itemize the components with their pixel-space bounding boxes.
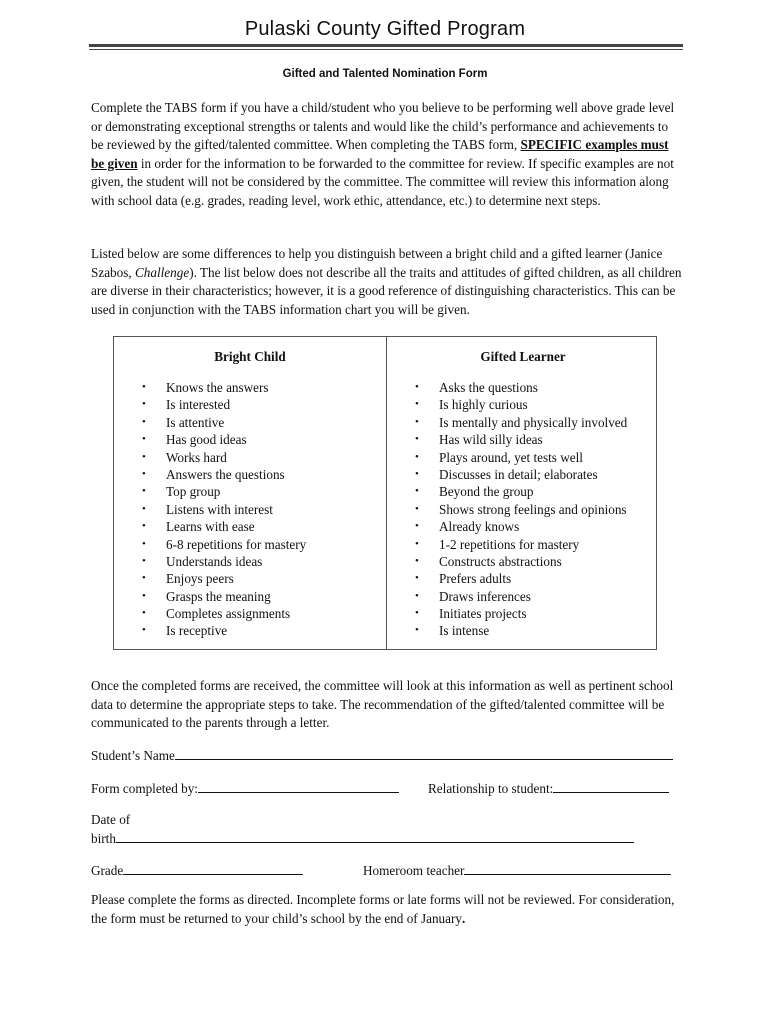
bright-child-item-text: Works hard	[166, 449, 227, 465]
gifted-learner-list-item	[387, 536, 627, 553]
bullet-icon: •	[142, 572, 146, 585]
comparison-table	[113, 336, 657, 650]
bullet-icon: •	[415, 433, 419, 446]
bullet-icon: •	[142, 450, 146, 463]
bullet-icon: •	[142, 433, 146, 446]
gifted-learner-item-text: Already knows	[439, 519, 520, 535]
completed-by-input[interactable]	[198, 779, 399, 793]
bright-child-list-item	[114, 588, 306, 605]
bright-child-list-item	[114, 431, 306, 448]
bright-child-list-item	[114, 553, 306, 570]
differences-text-1: Listed below are some differences to help you distinguish between a bright child and a gifted learner (Janice Szabos,	[91, 246, 663, 280]
gifted-learner-list-item	[387, 483, 627, 500]
bullet-icon: •	[142, 467, 146, 480]
footer-text: Please complete the forms as directed. Incomplete forms or late forms will not be reviewed. For consideration, the form must be returned to your child’s school by the end of January	[91, 892, 675, 926]
gifted-learner-item-text: Is intense	[439, 623, 490, 639]
dob-label-line2: birth	[91, 831, 116, 846]
bullet-icon: •	[415, 485, 419, 498]
bright-child-heading: Bright Child	[214, 349, 286, 364]
relationship-field	[428, 779, 669, 798]
bullet-icon: •	[142, 502, 146, 515]
bright-child-item-text: Answers the questions	[166, 466, 285, 482]
gifted-learner-item-text: Discusses in detail; elaborates	[439, 466, 598, 482]
gifted-learner-list-item	[387, 518, 627, 535]
gifted-learner-list-item	[387, 501, 627, 518]
intro-paragraph	[91, 99, 683, 211]
gifted-learner-list-item	[387, 605, 627, 622]
gifted-learner-list-item	[387, 396, 627, 413]
homeroom-field	[363, 861, 671, 880]
differences-source: Challenge	[134, 264, 190, 280]
bright-child-list-item	[114, 483, 306, 500]
homeroom-input[interactable]	[464, 861, 671, 875]
bright-child-item-text: Is interested	[166, 397, 231, 413]
bright-child-list-item	[114, 622, 306, 639]
bright-child-list-item	[114, 501, 306, 518]
title-rule-thick	[89, 44, 683, 47]
grade-input[interactable]	[123, 861, 303, 875]
gifted-learner-item-text: Constructs abstractions	[439, 553, 562, 569]
closing-paragraph: Once the completed forms are received, the committee will look at this information as well as pertinent school data to determine the appropriate steps to take. The recommendation of the gifted/talented committee will be communicated to the parents through a letter.	[91, 678, 674, 731]
gifted-learner-list-item	[387, 414, 627, 431]
gifted-learner-item-text: Beyond the group	[439, 484, 534, 500]
bullet-icon: •	[142, 398, 146, 411]
bright-child-list-item	[114, 449, 306, 466]
bright-child-list	[114, 379, 306, 640]
gifted-learner-list-item	[387, 431, 627, 448]
bright-child-item-text: Is attentive	[166, 414, 225, 430]
bright-child-item-text: Grasps the meaning	[166, 588, 271, 604]
student-name-field	[91, 746, 673, 765]
bright-child-item-text: Has good ideas	[166, 432, 247, 448]
gifted-learner-item-text: Is mentally and physically involved	[439, 414, 628, 430]
relationship-label: Relationship to student:	[428, 781, 554, 796]
bright-child-item-text: Learns with ease	[166, 519, 255, 535]
bullet-icon: •	[415, 502, 419, 515]
student-name-label: Student’s Name	[91, 748, 175, 763]
bullet-icon: •	[415, 572, 419, 585]
bullet-icon: •	[142, 485, 146, 498]
gifted-learner-list-item	[387, 570, 627, 587]
bullet-icon: •	[415, 554, 419, 567]
footer-end-mark: .	[462, 910, 466, 926]
grade-field	[91, 861, 303, 880]
bullet-icon: •	[415, 607, 419, 620]
bullet-icon: •	[142, 415, 146, 428]
homeroom-label: Homeroom teacher	[363, 863, 465, 878]
bright-child-item-text: Top group	[166, 484, 221, 500]
bright-child-list-item	[114, 518, 306, 535]
footer-paragraph	[91, 891, 683, 928]
gifted-learner-list-item	[387, 553, 627, 570]
dob-label-line1: Date of	[91, 812, 131, 827]
gifted-learner-item-text: Plays around, yet tests well	[439, 449, 583, 465]
dob-field	[91, 829, 634, 848]
page-title: Pulaski County Gifted Program	[244, 18, 526, 40]
gifted-learner-item-text: Asks the questions	[439, 380, 538, 395]
bullet-icon: •	[415, 589, 419, 602]
gifted-learner-list	[387, 379, 627, 640]
bullet-icon: •	[415, 520, 419, 533]
bright-child-item-text: Enjoys peers	[166, 571, 234, 587]
gifted-learner-list-item	[387, 449, 627, 466]
bright-child-item-text: 6-8 repetitions for mastery	[166, 536, 307, 552]
gifted-learner-list-item	[387, 466, 627, 483]
bullet-icon: •	[142, 554, 146, 567]
gifted-learner-item-text: Initiates projects	[439, 606, 527, 622]
bright-child-list-item	[114, 414, 306, 431]
bright-child-item-text: Is receptive	[166, 623, 228, 639]
bright-child-item-text: Listens with interest	[166, 501, 273, 517]
bullet-icon: •	[415, 450, 419, 463]
bright-child-list-item	[114, 466, 306, 483]
differences-text-2: ). The list below does not describe all the traits and attitudes of gifted children, as all children are diverse in their characteristics; however, it is a good reference of distinguishing characteristics. This can be used in conjunction with the TABS information chart you will be given.	[91, 264, 682, 317]
bright-child-list-item	[114, 379, 306, 396]
bright-child-item-text: Completes assignments	[166, 606, 291, 622]
bullet-icon: •	[415, 415, 419, 428]
gifted-learner-item-text: Is highly curious	[439, 397, 528, 413]
bullet-icon: •	[415, 537, 419, 550]
intro-emphasis: SPECIFIC examples must be given	[91, 137, 669, 171]
intro-text-1: Complete the TABS form if you have a child/student who you believe to be performing well above grade level or demonstrating exceptional strengths or talents and would like the child’s performance and achievements to be reviewed by the gifted/talented committee. When completing the TABS form,	[91, 100, 675, 153]
gifted-learner-heading: Gifted Learner	[480, 349, 566, 364]
dob-input[interactable]	[116, 829, 634, 843]
bullet-icon: •	[142, 520, 146, 533]
gifted-learner-item-text: 1-2 repetitions for mastery	[439, 536, 580, 552]
bullet-icon: •	[142, 537, 146, 550]
title-rule-thin	[89, 49, 683, 50]
bright-child-list-item	[114, 605, 306, 622]
bullet-icon: •	[142, 607, 146, 620]
gifted-learner-item-text: Has wild silly ideas	[439, 432, 543, 448]
bullet-icon: •	[142, 589, 146, 602]
intro-text-2: in order for the information to be forwarded to the committee for review. If specific examples are not given, the student will not be considered by the committee. The committee will review this information along with school data (e.g. grades, reading level, work ethic, attendance, etc.) to determine next steps.	[91, 155, 674, 208]
gifted-learner-item-text: Prefers adults	[439, 571, 512, 587]
bullet-icon: •	[415, 624, 419, 637]
gifted-learner-list-item	[387, 588, 627, 605]
gifted-learner-item-text: Draws inferences	[439, 588, 531, 604]
bright-child-list-item	[114, 570, 306, 587]
gifted-learner-item-text: Shows strong feelings and opinions	[439, 501, 627, 517]
completed-by-field	[91, 779, 399, 798]
bright-child-item-text: Understands ideas	[166, 553, 263, 569]
grade-label: Grade	[91, 863, 124, 878]
gifted-learner-list-item	[387, 622, 627, 639]
completed-by-label: Form completed by:	[91, 781, 198, 796]
bright-child-item-text: Knows the answers	[166, 380, 269, 395]
bright-child-list-item	[114, 536, 306, 553]
bullet-icon: •	[142, 381, 146, 393]
form-subtitle: Gifted and Talented Nomination Form	[282, 68, 488, 80]
bullet-icon: •	[415, 381, 419, 393]
gifted-learner-list-item	[387, 379, 627, 396]
student-name-input[interactable]	[175, 746, 673, 760]
relationship-input[interactable]	[553, 779, 669, 793]
bullet-icon: •	[415, 467, 419, 480]
bullet-icon: •	[142, 624, 146, 637]
bullet-icon: •	[415, 398, 419, 411]
bright-child-list-item	[114, 396, 306, 413]
differences-paragraph	[91, 245, 683, 319]
